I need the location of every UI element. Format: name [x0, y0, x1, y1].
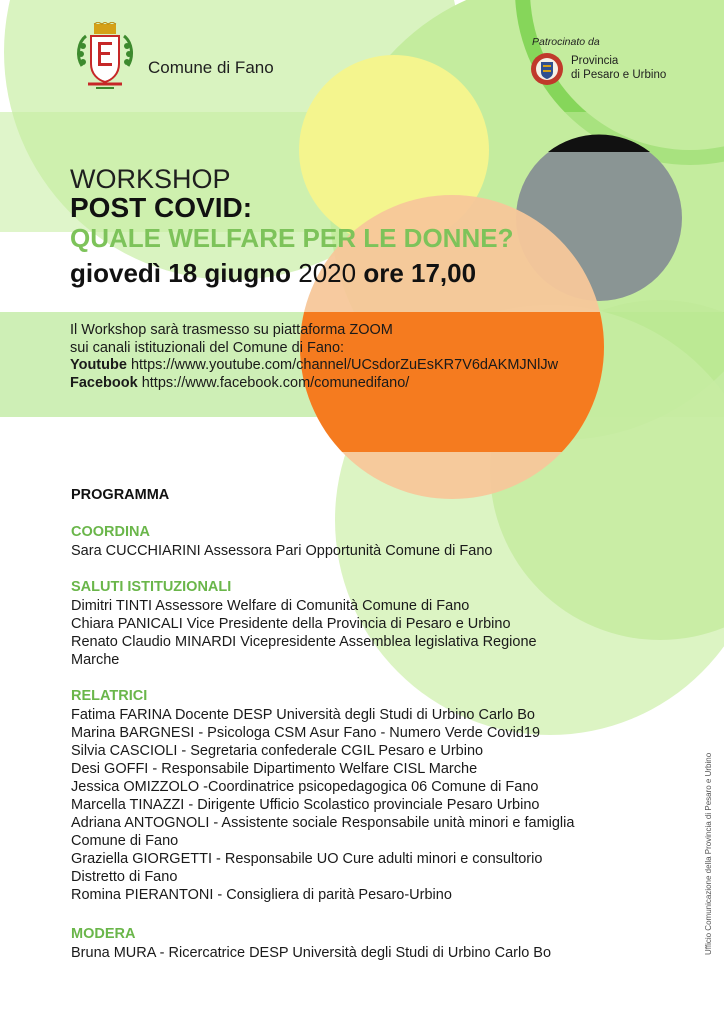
programma-title: PROGRAMMA	[71, 487, 170, 503]
relatrici-line: Graziella GIORGETTI - Responsabile UO Cure adulti minori e consultorio	[71, 851, 543, 867]
saluti-list	[71, 597, 671, 669]
info-line-1: Il Workshop sarà trasmesso su piattaforma ZOOM	[70, 322, 393, 338]
title-kicker: WORKSHOP	[70, 164, 231, 194]
info-line-2: sui canali istituzionali del Comune di Fano:	[70, 339, 345, 356]
coordina-heading: COORDINA	[71, 524, 150, 540]
saluti-line: Marche	[71, 652, 120, 668]
relatrici-list	[71, 706, 671, 904]
relatrici-line: Romina PIERANTONI - Consigliera di parità Pesaro-Urbino	[71, 887, 452, 903]
credit-vertical: Ufficio Comunicazione della Provincia di Pesaro e Urbino	[704, 752, 713, 955]
relatrici-line: Jessica OMIZZOLO -Coordinatrice psicopedagogica 06 Comune di Fano	[71, 779, 539, 795]
saluti-line: Renato Claudio MINARDI Vicepresidente Assemblea legislativa Regione	[71, 634, 537, 650]
modera-list	[71, 944, 671, 962]
youtube-link[interactable]: https://www.youtube.com/channel/UCsdorZuEsKR7V6dAKMJNlJw	[130, 357, 559, 373]
provincia-name	[571, 54, 666, 82]
relatrici-line: Marina BARGNESI - Psicologa CSM Asur Fano - Numero Verde Covid19	[71, 725, 541, 741]
youtube-line	[70, 357, 558, 375]
event-date-year: 2020	[298, 258, 357, 288]
relatrici-line: Comune di Fano	[71, 833, 179, 849]
title-line-1: POST COVID:	[70, 192, 253, 223]
title-line-2: QUALE WELFARE PER LE DONNE?	[70, 223, 514, 253]
relatrici-line: Silvia CASCIOLI - Segretaria confederale CGIL Pesaro e Urbino	[71, 743, 484, 759]
comune-crest-icon	[74, 22, 136, 100]
relatrici-line: Marcella TINAZZI - Dirigente Ufficio Scolastico provinciale Pesaro Urbino	[71, 797, 540, 813]
facebook-link[interactable]: https://www.facebook.com/comunedifano/	[141, 374, 410, 391]
streaming-info	[70, 322, 558, 392]
relatrici-line: Desi GOFFI - Responsabile Dipartimento Welfare CISL Marche	[71, 761, 478, 777]
provincia-line-2: di Pesaro e Urbino	[571, 69, 667, 81]
coordina-line: Sara CUCCHIARINI Assessora Pari Opportunità Comune di Fano	[71, 543, 493, 559]
relatrici-heading: RELATRICI	[71, 688, 148, 704]
facebook-line	[70, 375, 558, 393]
saluti-heading: SALUTI ISTITUZIONALI	[71, 579, 232, 595]
modera-line: Bruna MURA - Ricercatrice DESP Università degli Studi di Urbino Carlo Bo	[71, 945, 552, 961]
saluti-line: Chiara PANICALI Vice Presidente della Provincia di Pesaro e Urbino	[71, 616, 511, 632]
relatrici-line: Adriana ANTOGNOLI - Assistente sociale Responsabile unità minori e famiglia	[71, 815, 575, 831]
relatrici-line: Fatima FARINA Docente DESP Università degli Studi di Urbino Carlo Bo	[71, 707, 535, 723]
event-date-time: ore 17,00	[363, 258, 477, 288]
patron-label: Patrocinato da	[532, 36, 600, 48]
modera-heading: MODERA	[71, 926, 136, 942]
comune-name: Comune di Fano	[148, 58, 274, 77]
event-date	[70, 258, 476, 289]
coordina-list	[71, 542, 671, 560]
facebook-label: Facebook	[70, 374, 138, 391]
saluti-line: Dimitri TINTI Assessore Welfare di Comunità Comune di Fano	[71, 598, 470, 614]
event-date-day: giovedì 18 giugno	[70, 258, 292, 288]
relatrici-line: Distretto di Fano	[71, 869, 178, 885]
youtube-label: Youtube	[70, 357, 127, 373]
provincia-emblem-icon	[530, 52, 564, 86]
provincia-line-1: Provincia	[571, 55, 619, 67]
